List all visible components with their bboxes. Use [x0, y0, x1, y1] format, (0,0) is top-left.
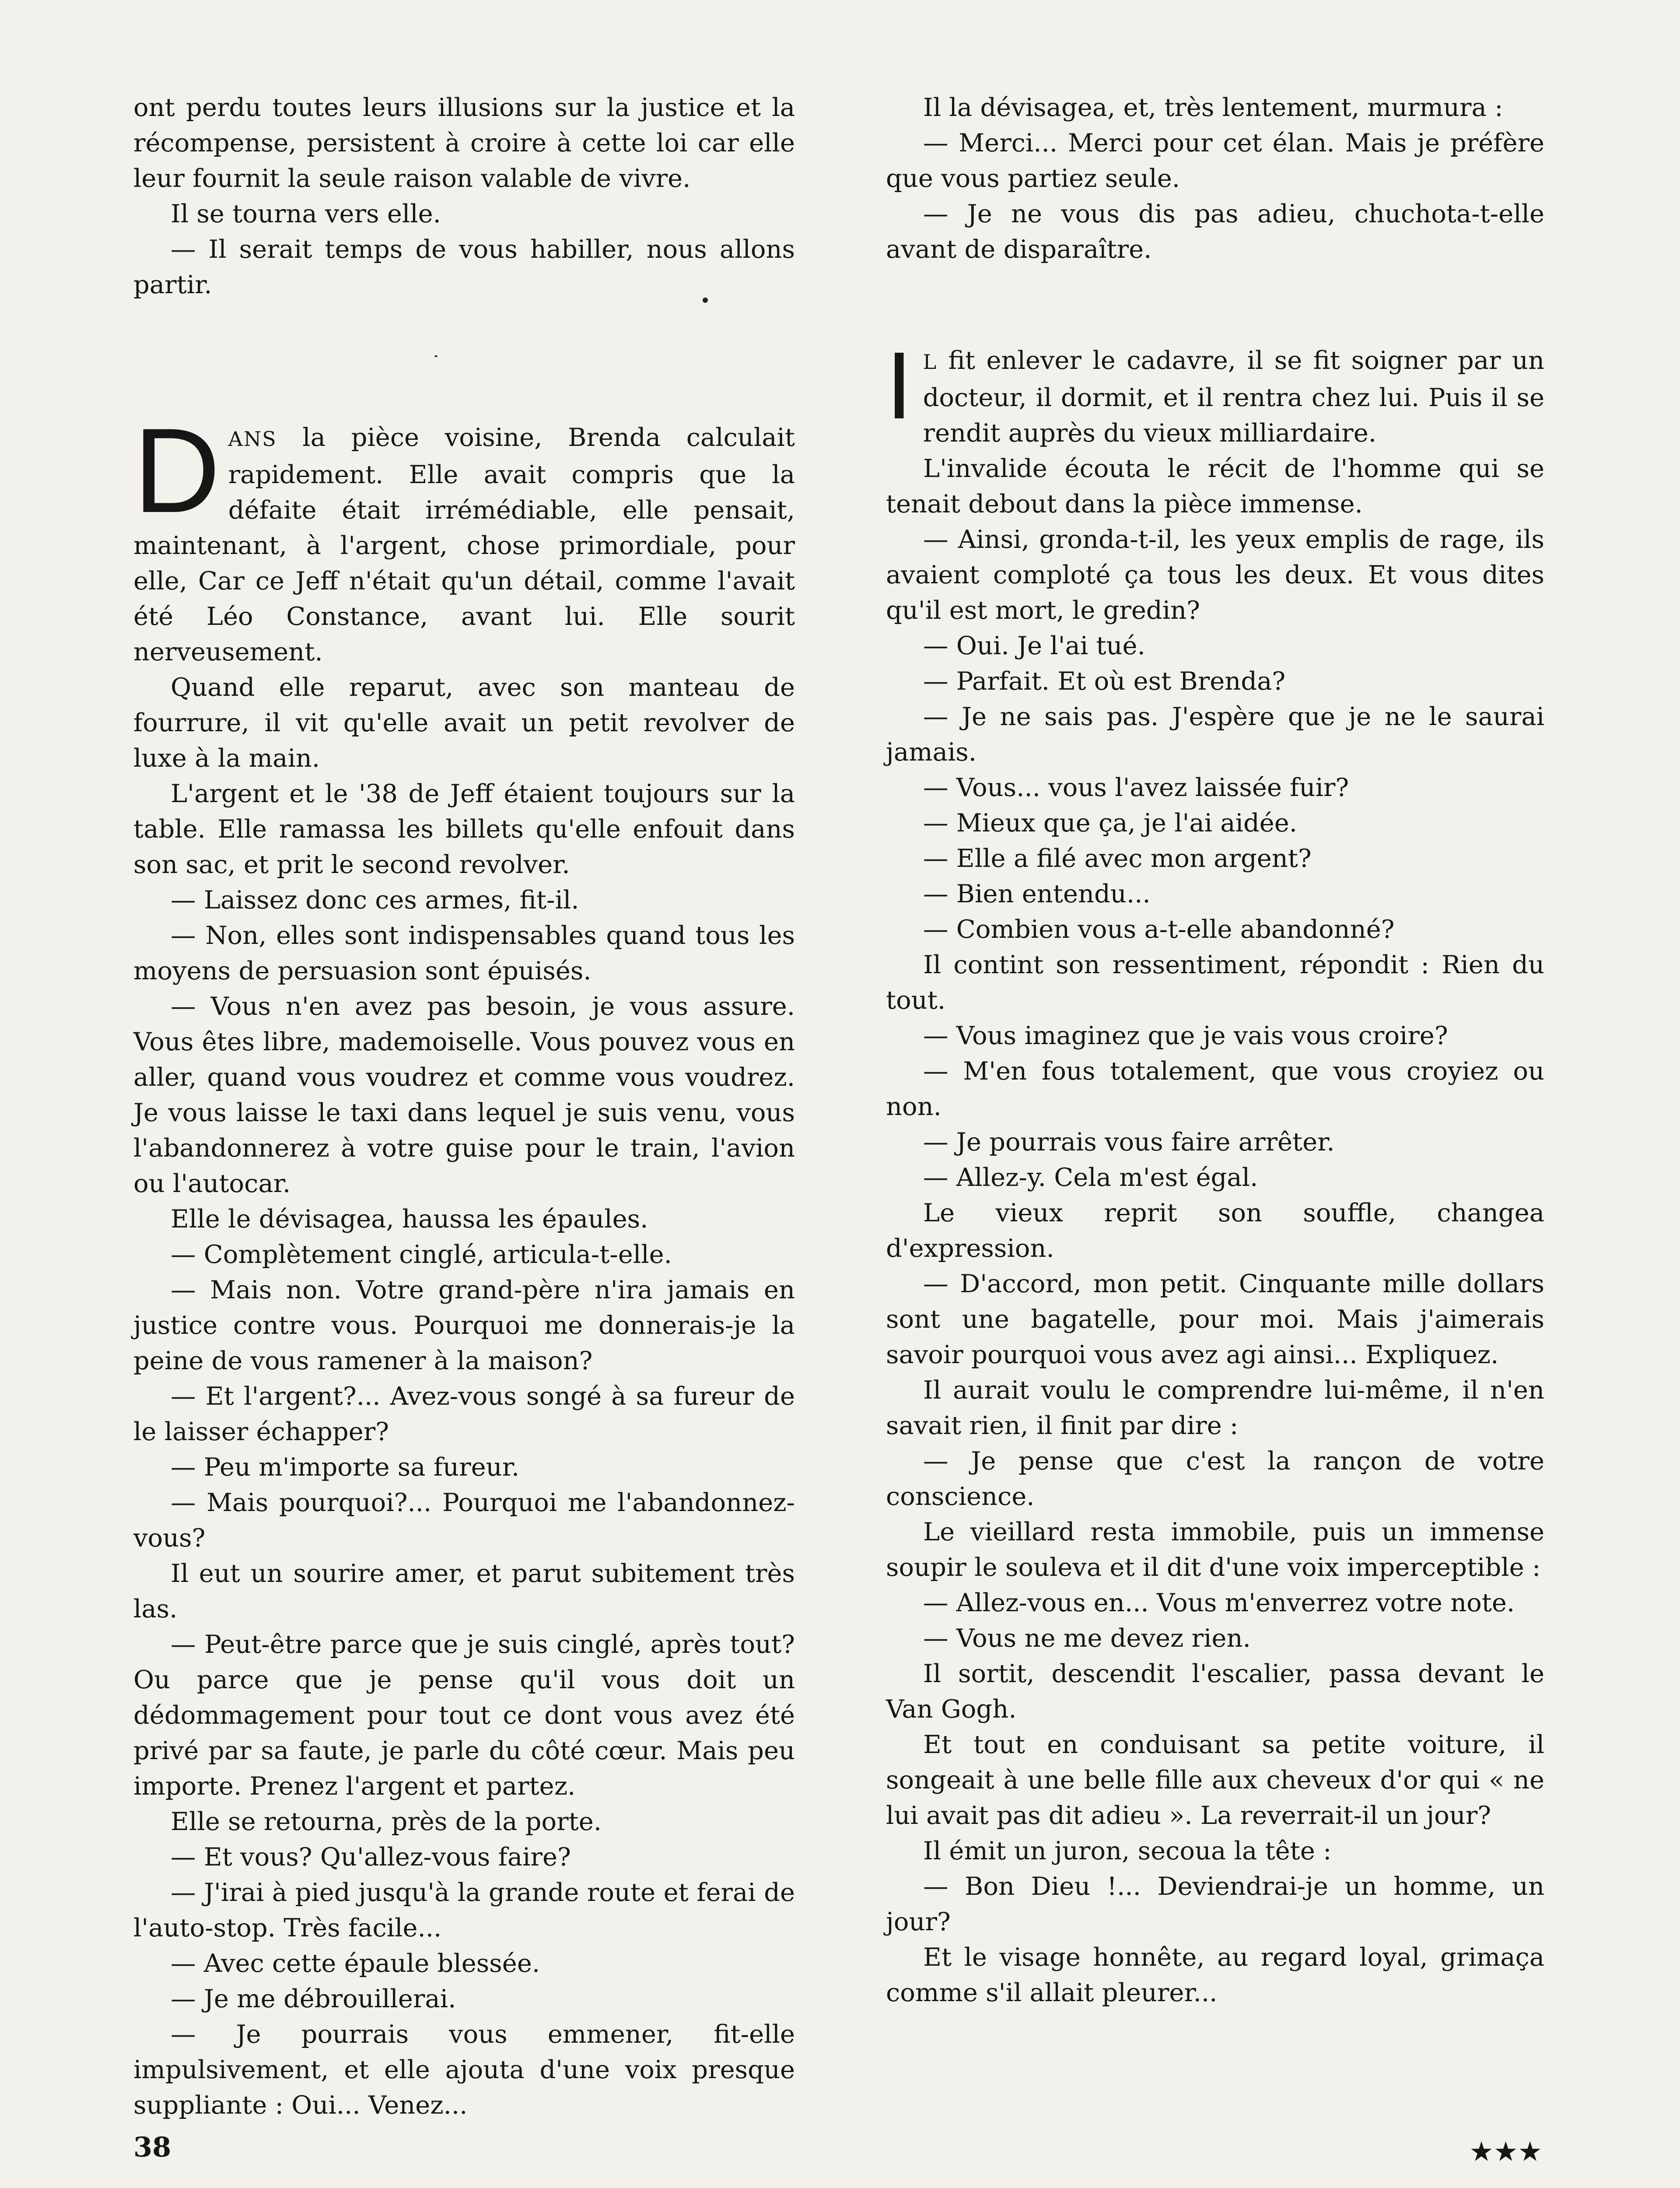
- paragraph: — M'en fous totalement, que vous croyiez ou non.: [886, 1056, 1544, 1121]
- paragraph: — Elle a filé avec mon argent?: [923, 844, 1312, 873]
- paragraph: — Complètement cinglé, articula-t-elle.: [171, 1240, 672, 1269]
- paragraph: — Vous ne me devez rien.: [923, 1623, 1251, 1653]
- paragraph: — Je pourrais vous faire arrêter.: [923, 1127, 1335, 1157]
- paragraph: — Peu m'importe sa fureur.: [171, 1452, 520, 1482]
- end-mark-stars: ★★★: [1469, 2135, 1542, 2167]
- paragraph: — Laissez donc ces armes, fit-il.: [171, 885, 579, 915]
- paragraph: — Mieux que ça, je l'ai aidée.: [923, 808, 1298, 838]
- drop-cap: I: [886, 333, 913, 439]
- paragraph: — Mais pourquoi?... Pourquoi me l'abandonnez-vous?: [133, 1488, 795, 1553]
- paragraph: Elle le dévisagea, haussa les épaules.: [171, 1204, 648, 1234]
- paragraph: ont perdu toutes leurs illusions sur la justice et la récompense, persistent à croire à cette loi car elle leur fournit la seule raison valable de vivre.: [133, 93, 795, 193]
- paragraph: Il eut un sourire amer, et parut subitement très las.: [133, 1559, 795, 1623]
- lead-in-small-caps: L: [923, 350, 938, 374]
- lead-in-text: fit enlever le cadavre, il se fit soigner par un docteur, il dormit, et il rentra chez lui. Puis il se rendit auprès du vieux milliardaire.: [923, 346, 1544, 448]
- paragraph: Il se tourna vers elle.: [171, 199, 441, 228]
- paragraph: — Merci... Merci pour cet élan. Mais je préfère que vous partiez seule.: [886, 128, 1544, 193]
- paragraph: — Et vous? Qu'allez-vous faire?: [171, 1842, 571, 1872]
- paragraph: — Vous n'en avez pas besoin, je vous assure. Vous êtes libre, mademoiselle. Vous pouvez vous en aller, quand vous voudrez et comme vous voudrez. Je vous laisse le taxi dans lequel je suis venu, vous l'abandonnerez à votre guise pour le train, l'avion ou l'autocar.: [133, 992, 795, 1198]
- section-spacer: [133, 302, 795, 420]
- section-spacer: [886, 267, 1544, 343]
- paragraph: — Et l'argent?... Avez-vous songé à sa fureur de le laisser échapper?: [133, 1382, 795, 1446]
- paragraph: L'invalide écouta le récit de l'homme qui se tenait debout dans la pièce immense.: [886, 454, 1544, 519]
- paragraph: Il sortit, descendit l'escalier, passa devant le Van Gogh.: [886, 1659, 1544, 1724]
- paragraph: — J'irai à pied jusqu'à la grande route et ferai de l'auto-stop. Très facile...: [133, 1878, 795, 1943]
- paragraph: — Je ne vous dis pas adieu, chuchota-t-elle avant de disparaître.: [886, 199, 1544, 264]
- lead-in-small-caps: ANS: [228, 427, 277, 451]
- paragraph: — Oui. Je l'ai tué.: [923, 631, 1145, 660]
- paragraph: — D'accord, mon petit. Cinquante mille dollars sont une bagatelle, pour moi. Mais j'aimerais savoir pourquoi vous avez agi ainsi... Expliquez.: [886, 1269, 1544, 1369]
- paragraph: Le vieux reprit son souffle, changea d'expression.: [886, 1198, 1544, 1263]
- paragraph: — Parfait. Et où est Brenda?: [923, 666, 1286, 696]
- drop-cap: D: [133, 403, 218, 538]
- right-top-paragraphs: [886, 90, 1544, 267]
- left-top-paragraphs: [133, 90, 795, 302]
- paragraph: — Avec cette épaule blessée.: [171, 1949, 540, 1978]
- paragraph: — Allez-vous en... Vous m'enverrez votre note.: [923, 1588, 1515, 1617]
- paragraph: — Bon Dieu !... Deviendrai-je un homme, un jour?: [886, 1872, 1544, 1936]
- paragraph: — Ainsi, gronda-t-il, les yeux emplis de rage, ils avaient comploté ça tous les deux. Et vous dites qu'il est mort, le gredin?: [886, 525, 1544, 625]
- paragraph: — Je pourrais vous emmener, fit-elle impulsivement, et elle ajouta d'une voix presque suppliante : Oui... Venez...: [133, 2020, 795, 2120]
- paragraph: — Vous... vous l'avez laissée fuir?: [923, 773, 1349, 802]
- section-opening-paragraph: [133, 403, 795, 670]
- paragraph: Le vieillard resta immobile, puis un immense soupir le souleva et il dit d'une voix imperceptible :: [886, 1517, 1544, 1582]
- paragraph: Il la dévisagea, et, très lentement, murmura :: [923, 93, 1503, 122]
- paragraph: Et tout en conduisant sa petite voiture, il songeait à une belle fille aux cheveux d'or qui « ne lui avait pas dit adieu ». La reverrait-il un jour?: [886, 1730, 1544, 1830]
- paragraph: — Peut-être parce que je suis cinglé, après tout? Ou parce que je pense qu'il vous doit un dédommagement pour tout ce dont vous avez été privé par sa faute, je parle du côté cœur. Mais peu importe. Prenez l'argent et partez.: [133, 1630, 795, 1801]
- paragraph: — Allez-y. Cela m'est égal.: [923, 1163, 1258, 1192]
- paragraph: Il contint son ressentiment, répondit : Rien du tout.: [886, 950, 1544, 1015]
- right-body-paragraphs: [886, 451, 1544, 2010]
- paragraph: — Bien entendu...: [923, 879, 1151, 908]
- print-speck: [703, 298, 708, 303]
- left-body-paragraphs: [133, 670, 795, 2123]
- paragraph: Il aurait voulu le comprendre lui-même, il n'en savait rien, il finit par dire :: [886, 1375, 1544, 1440]
- paragraph: — Vous imaginez que je vais vous croire?: [923, 1021, 1448, 1050]
- print-speck: [434, 355, 438, 357]
- paragraph: — Il serait temps de vous habiller, nous allons partir.: [133, 235, 795, 299]
- paragraph: — Non, elles sont indispensables quand tous les moyens de persuasion sont épuisés.: [133, 921, 795, 985]
- paragraph: Et le visage honnête, au regard loyal, grimaça comme s'il allait pleurer...: [886, 1943, 1544, 2007]
- paragraph: — Je me débrouillerai.: [171, 1984, 456, 2013]
- paragraph: — Je ne sais pas. J'espère que je ne le saurai jamais.: [886, 702, 1544, 767]
- paragraph: — Je pense que c'est la rançon de votre conscience.: [886, 1446, 1544, 1511]
- paragraph: Elle se retourna, près de la porte.: [171, 1807, 602, 1836]
- right-column: [886, 90, 1544, 2010]
- paragraph: — Combien vous a-t-elle abandonné?: [923, 915, 1395, 944]
- paragraph: L'argent et le '38 de Jeff étaient toujours sur la table. Elle ramassa les billets qu'elle enfouit dans son sac, et prit le second revolver.: [133, 779, 795, 879]
- page-number: 38: [133, 2131, 172, 2163]
- left-column: [133, 90, 795, 2123]
- section-opening-paragraph: [886, 333, 1544, 451]
- lead-in-text: la pièce voisine, Brenda calculait rapidement. Elle avait compris que la défaite était irrémédiable, elle pensait, maintenant, à l'argent, chose primordiale, pour elle, Car ce Jeff n'était qu'un détail, comme l'avait été Léo Constance, avant lui. Elle sourit nerveusement.: [133, 423, 795, 666]
- paragraph: — Mais non. Votre grand-père n'ira jamais en justice contre vous. Pourquoi me donnerais-je la peine de vous ramener à la maison?: [133, 1275, 795, 1375]
- paragraph: Il émit un juron, secoua la tête :: [923, 1836, 1332, 1865]
- paragraph: Quand elle reparut, avec son manteau de fourrure, il vit qu'elle avait un petit revolver de luxe à la main.: [133, 673, 795, 773]
